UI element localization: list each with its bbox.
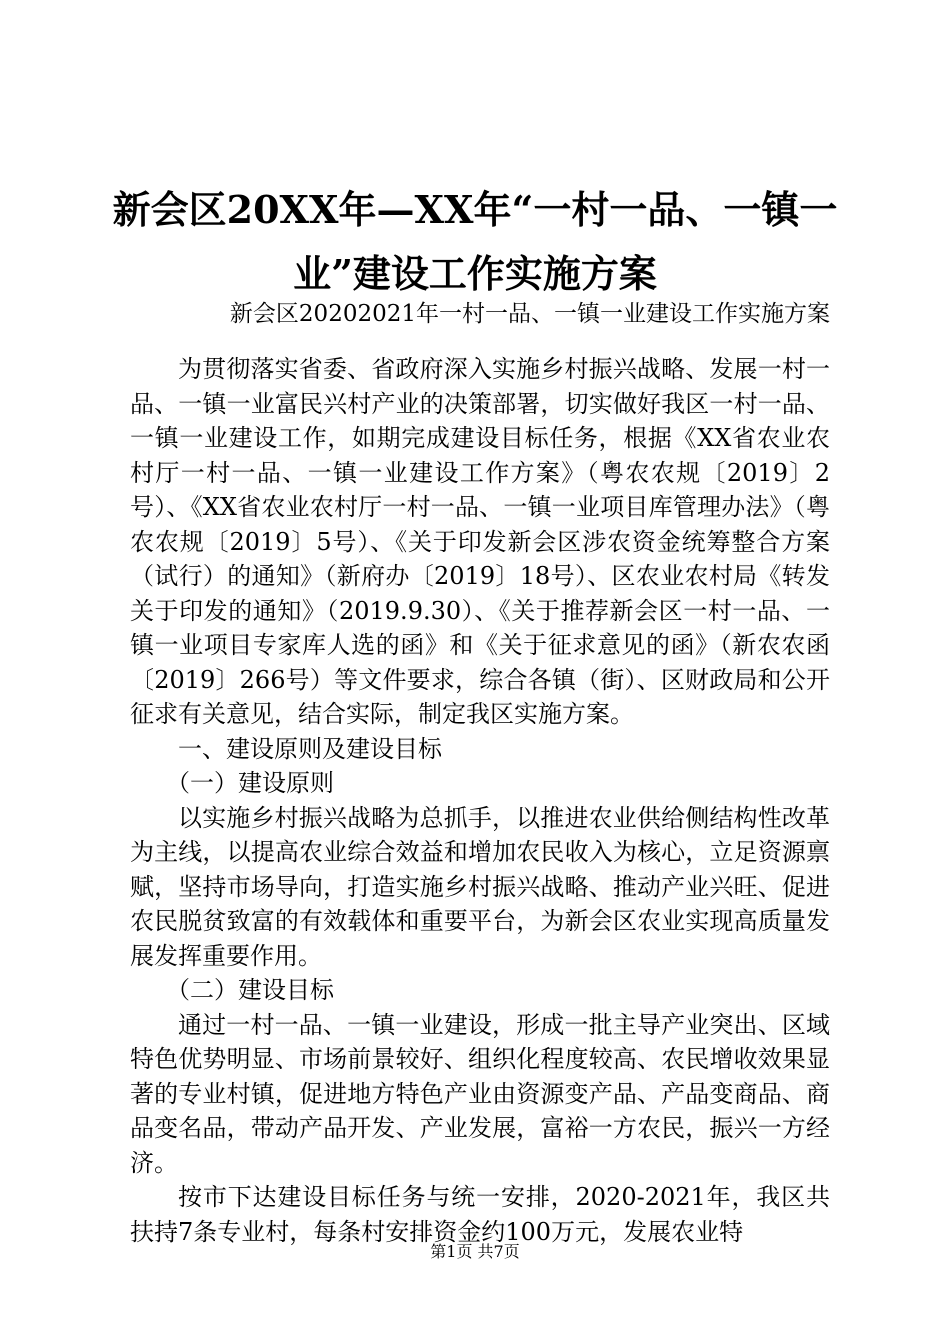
subsection-heading-principles: （一）建设原则	[166, 769, 334, 797]
goals-paragraph: 通过一村一品、一镇一业建设，形成一批主导产业突出、区域特色优势明显、市场前景较好、组织化程度较高、农民增收效果显著的专业村镇，促进地方特色产业由资源变产品、产品变商品、商品变名品，带动产品开发、产业发展，富裕一方农民，振兴一方经济。	[130, 1010, 830, 1177]
intro-paragraph: 为贯彻落实省委、省政府深入实施乡村振兴战略、发展一村一品、一镇一业富民兴村产业的决策部署，切实做好我区一村一品、一镇一业建设工作，如期完成建设目标任务，根据《XX省农业农村厅一村一品、一镇一业建设工作方案》（粤农农规〔2019〕2号）、《XX省农业农村厅一村一品、一镇一业项目库管理办法》（粤农农规〔2019〕5号）、《关于印发新会区涉农资金统筹整合方案（试行）的通知》（新府办〔2019〕18号）、区农业农村局《转发关于印发的通知》（2019.9.30）、《关于推荐新会区一村一品、一镇一业项目专家库人选的函》和《关于征求意见的函》（新农农函〔2019〕266号）等文件要求，综合各镇（街）、区财政局和公开征求有关意见，结合实际，制定我区实施方案。	[130, 355, 830, 728]
document-body	[130, 352, 830, 1249]
page-footer: 第1页 共7页	[430, 1242, 520, 1261]
section-heading-principles-goals: 一、建设原则及建设目标	[178, 734, 442, 763]
document-title: 新会区20XX年—XX年“一村一品、一镇一业”建设工作实施方案	[112, 187, 838, 296]
subsection-heading-goals: （二）建设目标	[166, 976, 334, 1004]
document-subtitle: 新会区20202021年一村一品、一镇一业建设工作实施方案	[229, 301, 830, 327]
principles-paragraph: 以实施乡村振兴战略为总抓手，以推进农业供给侧结构性改革为主线，以提高农业综合效益和增加农民收入为核心，立足资源禀赋，坚持市场导向，打造实施乡村振兴战略、推动产业兴旺、促进农民脱贫致富的有效载体和重要平台，为新会区农业实现高质量发展发挥重要作用。	[130, 803, 830, 970]
task-paragraph: 按市下达建设目标任务与统一安排，2020-2021年，我区共扶持7条专业村，每条村安排资金约100万元，发展农业特	[130, 1183, 830, 1246]
